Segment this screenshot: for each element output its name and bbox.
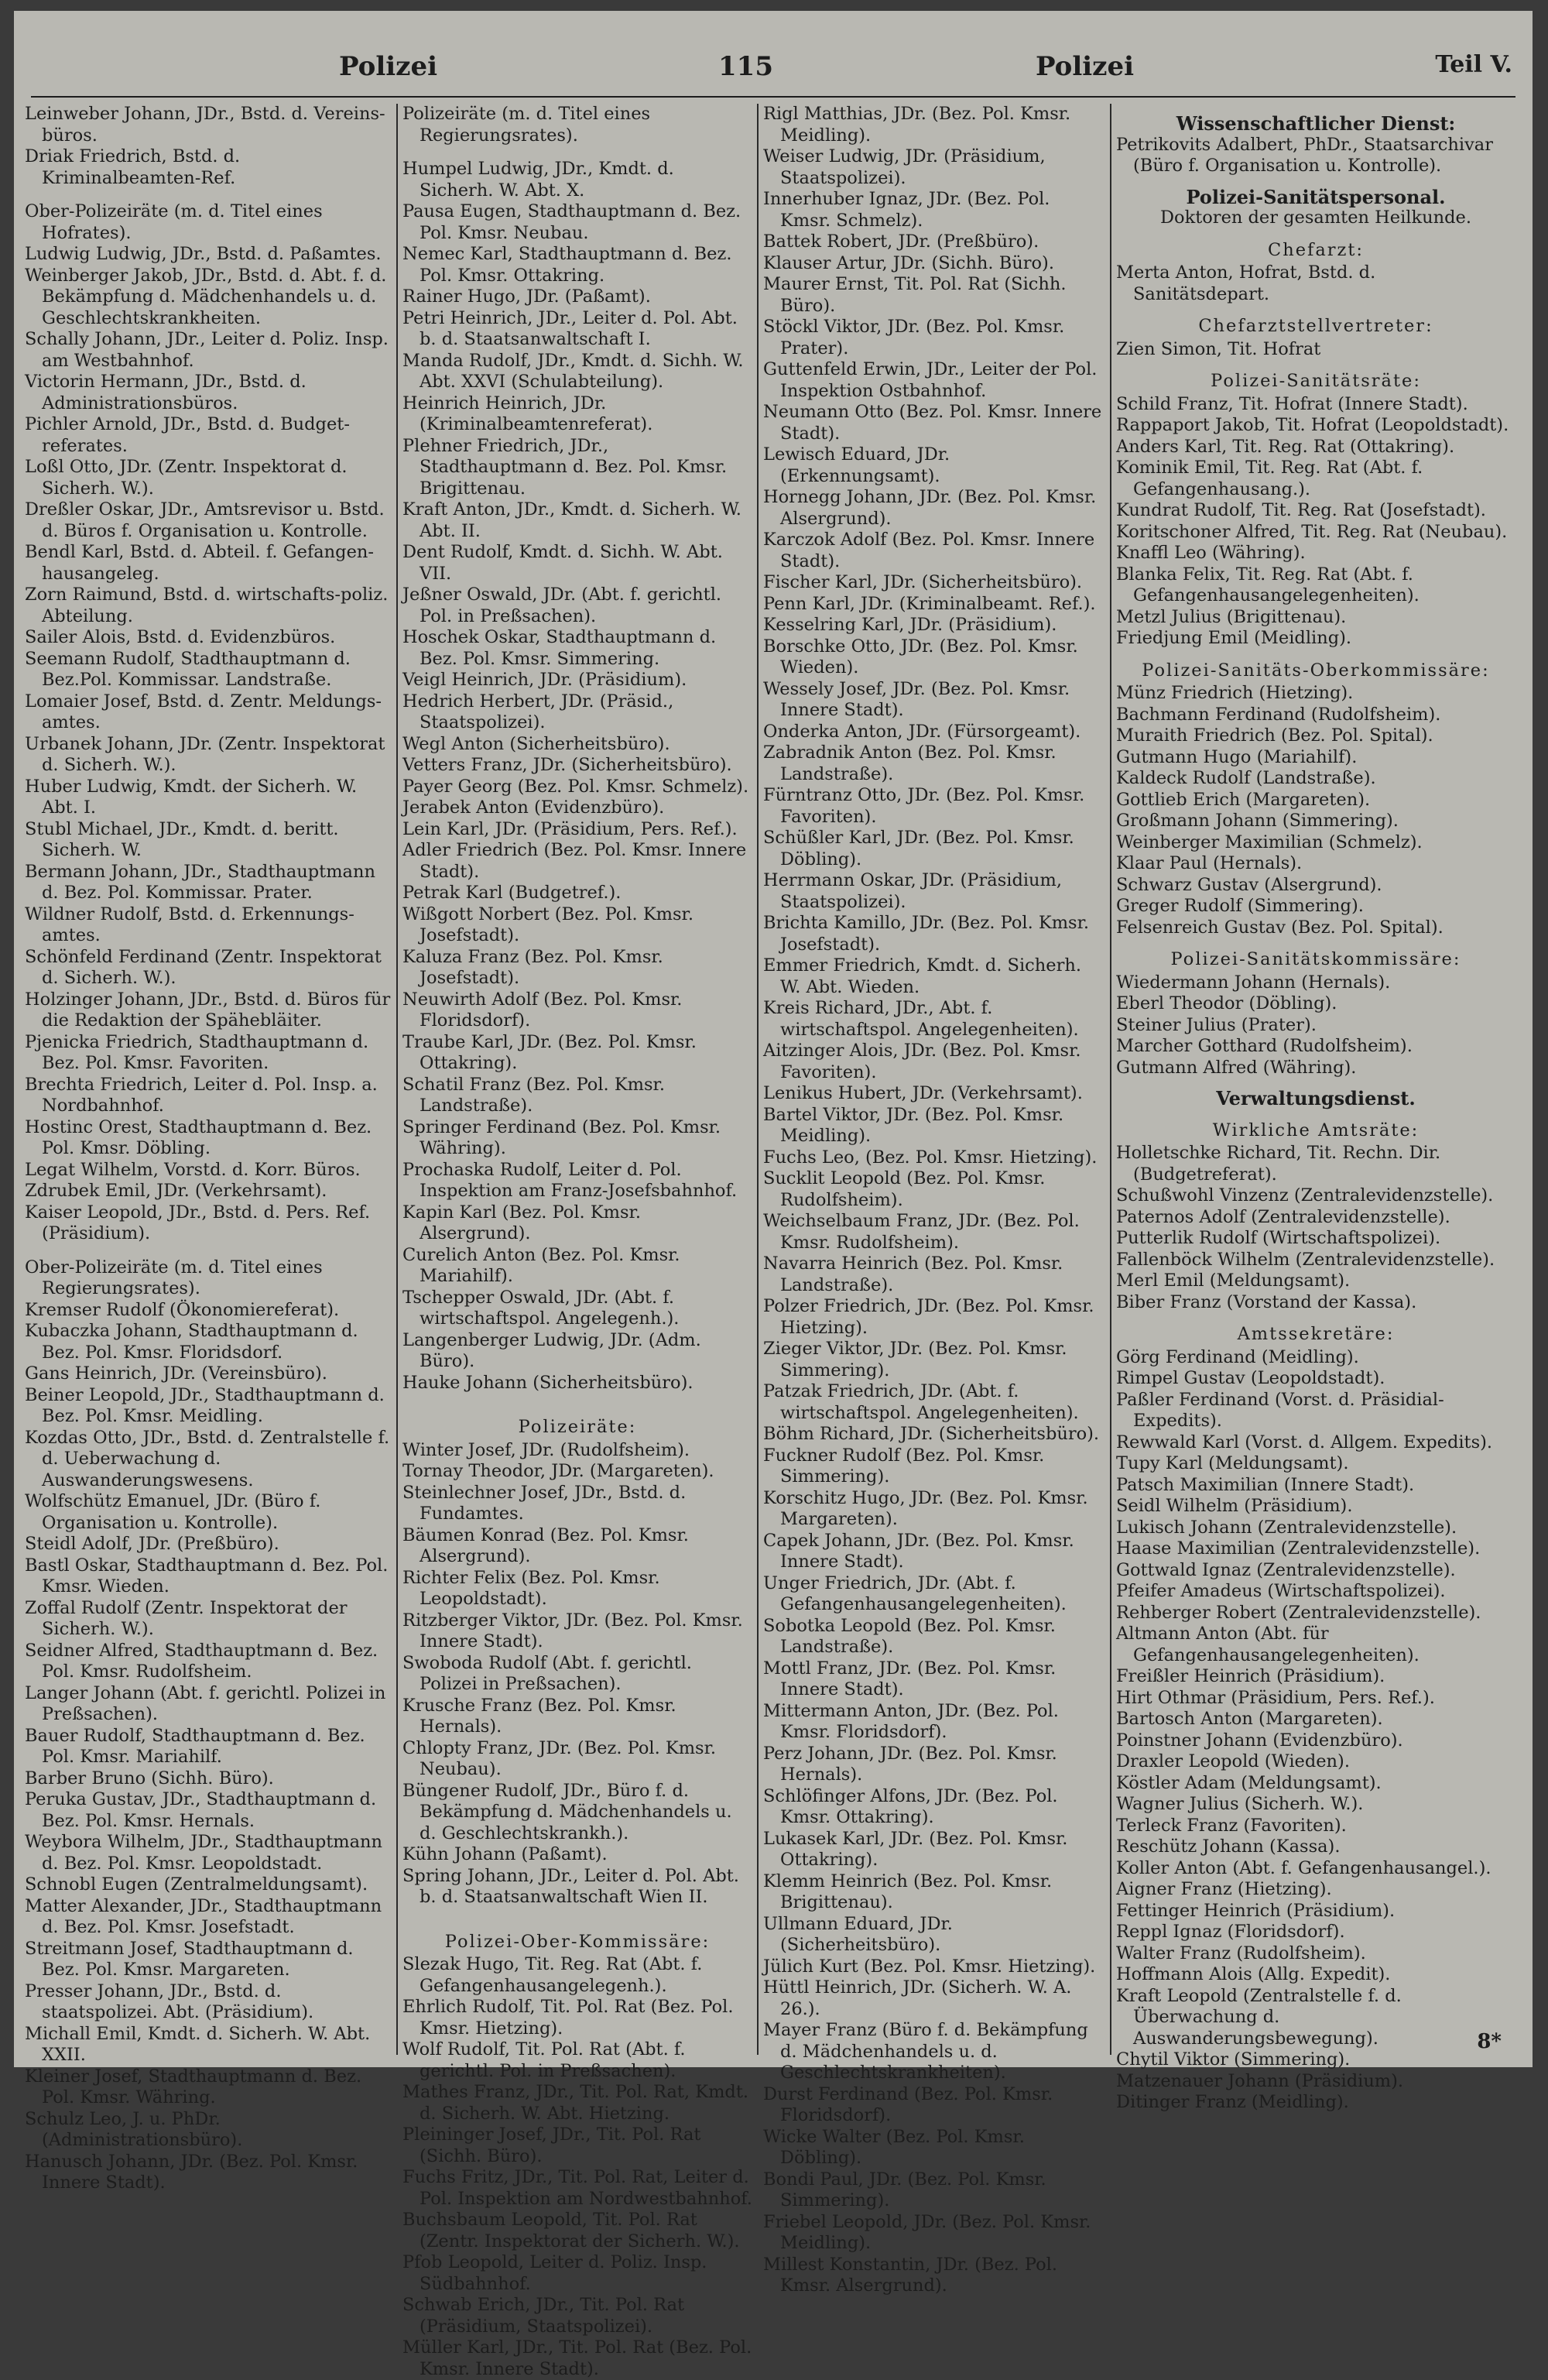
directory-entry: Emmer Friedrich, Kmdt. d. Sicherh. W. Abt. Wieden.: [763, 955, 1081, 997]
directory-entry: Legat Wilhelm, Vorstd. d. Korr. Büros.: [25, 1159, 361, 1180]
directory-entry: Müller Karl, JDr., Tit. Pol. Rat (Bez. Pol. Kmsr. Innere Stadt).: [402, 2337, 752, 2379]
directory-entry: Kozdas Otto, JDr., Bstd. d. Zentralstelle f. d. Ueberwachung d. Auswanderungswesens.: [25, 1427, 390, 1490]
directory-entry: Poinstner Johann (Evidenzbüro).: [1116, 1730, 1403, 1751]
page-footer-signature: 8*: [1477, 2030, 1502, 2053]
directory-entry: Ober-Polizeiräte (m. d. Titel eines Regierungsrates).: [25, 1257, 323, 1298]
directory-entry: Klauser Artur, JDr. (Sichh. Büro).: [763, 252, 1054, 273]
directory-entry: Schußwohl Vinzenz (Zentralevidenzstelle).: [1116, 1185, 1494, 1205]
directory-entry: Matter Alexander, JDr., Stadthauptmann d. Bez. Pol. Kmsr. Josefstadt.: [25, 1895, 382, 1937]
header-right-title: Polizei: [1036, 51, 1135, 82]
spacer: [402, 146, 752, 159]
directory-entry: Pleininger Josef, JDr., Tit. Pol. Rat (Sichh. Büro).: [402, 2125, 701, 2166]
directory-entry: Beiner Leopold, JDr., Stadthauptmann d. Bez. Pol. Kmsr. Meidling.: [25, 1384, 385, 1426]
directory-entry: Rehberger Robert (Zentralevidenzstelle).: [1116, 1602, 1481, 1623]
directory-entry: Hostinc Orest, Stadthauptmann d. Bez. Pol. Kmsr. Döbling.: [25, 1116, 372, 1158]
directory-entry: Hirt Othmar (Präsidium, Pers. Ref.).: [1116, 1687, 1435, 1708]
directory-entry: Schild Franz, Tit. Hofrat (Innere Stadt).: [1116, 393, 1468, 414]
directory-entry: Fuckner Rudolf (Bez. Pol. Kmsr. Simmering).: [763, 1445, 1045, 1487]
directory-entry: Marcher Gotthard (Rudolfsheim).: [1116, 1036, 1413, 1056]
directory-entry: Wessely Josef, JDr. (Bez. Pol. Kmsr. Innere Stadt).: [763, 678, 1070, 720]
directory-entry: Steidl Adolf, JDr. (Preßbüro).: [25, 1534, 279, 1554]
directory-entry: Aitzinger Alois, JDr. (Bez. Pol. Kmsr. Favoriten).: [763, 1041, 1081, 1082]
directory-entry: Unger Friedrich, JDr. (Abt. f. Gefangenhausangelegenheiten).: [763, 1572, 1067, 1614]
directory-entry: Sailer Alois, Bstd. d. Evidenzbüros.: [25, 627, 336, 647]
directory-entry: Gans Heinrich, JDr. (Vereinsbüro).: [25, 1363, 327, 1384]
directory-entry: Koller Anton (Abt. f. Gefangenhausangel.).: [1116, 1857, 1491, 1878]
directory-entry: Onderka Anton, JDr. (Fürsorgeamt).: [763, 721, 1081, 742]
directory-entry: Rimpel Gustav (Leopoldstadt).: [1116, 1368, 1385, 1388]
directory-entry: Pfob Leopold, Leiter d. Poliz. Insp. Südbahnhof.: [402, 2252, 707, 2294]
directory-entry: Ritzberger Viktor, JDr. (Bez. Pol. Kmsr. Innere Stadt).: [402, 1610, 743, 1651]
directory-entry: Wicke Walter (Bez. Pol. Kmsr. Döbling).: [763, 2126, 1025, 2168]
directory-entry: Hedrich Herbert, JDr. (Präsid., Staatspolizei).: [402, 691, 674, 732]
directory-entry: Navarra Heinrich (Bez. Pol. Kmsr. Landstraße).: [763, 1253, 1063, 1295]
directory-entry: Barber Bruno (Sichh. Büro).: [25, 1768, 274, 1788]
directory-entry: Ullmann Eduard, JDr. (Sicherheitsbüro).: [763, 1913, 953, 1955]
directory-entry: Hoschek Oskar, Stadthauptmann d. Bez. Pol. Kmsr. Simmering.: [402, 627, 717, 669]
directory-entry: Tschepper Oswald, JDr. (Abt. f. wirtschaftspol. Angelegenh.).: [402, 1287, 680, 1329]
directory-entry: Dreßler Oskar, JDr., Amtsrevisor u. Bstd. d. Büros f. Organisation u. Kontrolle.: [25, 499, 385, 541]
directory-entry: Fürntranz Otto, JDr. (Bez. Pol. Kmsr. Favoriten).: [763, 785, 1085, 827]
directory-entry: Fallenböck Wilhelm (Zentralevidenzstelle).: [1116, 1249, 1495, 1270]
directory-entry: Köstler Adam (Meldungsamt).: [1116, 1772, 1382, 1793]
directory-entry: Stubl Michael, JDr., Kmdt. d. beritt. Sicherh. W.: [25, 818, 339, 860]
directory-entry: Urbanek Johann, JDr. (Zentr. Inspektorat d. Sicherh. W.).: [25, 733, 385, 775]
directory-entry: Matzenauer Johann (Präsidium).: [1116, 2070, 1404, 2091]
directory-entry: Hanusch Johann, JDr. (Bez. Pol. Kmsr. Innere Stadt).: [25, 2151, 358, 2193]
spacer: [402, 1394, 752, 1406]
directory-entry: Wegl Anton (Sicherheitsbüro).: [402, 733, 670, 754]
directory-entry: Kremser Rudolf (Ökonomiereferat).: [25, 1299, 340, 1320]
directory-entry: Münz Friedrich (Hietzing).: [1116, 683, 1354, 703]
directory-entry: Pausa Eugen, Stadthauptmann d. Bez. Pol. Kmsr. Neubau.: [402, 201, 741, 243]
directory-entry: Kaiser Leopold, JDr., Bstd. d. Pers. Ref. (Präsidium).: [25, 1202, 371, 1243]
directory-entry: Gottlieb Erich (Margareten).: [1116, 789, 1371, 810]
directory-entry: Zdrubek Emil, JDr. (Verkehrsamt).: [25, 1181, 327, 1201]
directory-entry: Fuchs Fritz, JDr., Tit. Pol. Rat, Leiter d. Pol. Inspektion am Nordwestbahnhof.: [402, 2167, 752, 2209]
header-left-title: Polizei: [339, 51, 438, 82]
directory-entry: Durst Ferdinand (Bez. Pol. Kmsr. Floridsdorf).: [763, 2083, 1053, 2125]
directory-entry: Weichselbaum Franz, JDr. (Bez. Pol. Kmsr. Rudolfsheim).: [763, 1211, 1080, 1253]
section-heading: Polizei-Sanitätsräte:: [1211, 371, 1421, 391]
directory-entry: Zieger Viktor, JDr. (Bez. Pol. Kmsr. Simmering).: [763, 1339, 1067, 1380]
spacer: [25, 189, 392, 201]
directory-entry: Kreis Richard, JDr., Abt. f. wirtschaftspol. Angelegenheiten).: [763, 998, 1079, 1040]
directory-entry: Schnobl Eugen (Zentralmeldungsamt).: [25, 1874, 368, 1895]
column-2: [396, 104, 757, 2379]
section-heading: Wissenschaftlicher Dienst:: [1176, 112, 1456, 135]
directory-entry: Seidl Wilhelm (Präsidium).: [1116, 1496, 1353, 1516]
section-heading: Doktoren der gesamten Heilkunde.: [1160, 207, 1471, 228]
spacer: [402, 1908, 752, 1921]
directory-entry: Manda Rudolf, JDr., Kmdt. d. Sichh. W. Abt. XXVI (Schulabteilung).: [402, 350, 744, 392]
section-heading: Polizeiräte:: [518, 1417, 637, 1437]
directory-entry: Petrikovits Adalbert, PhDr., Staatsarchivar (Büro f. Organisation u. Kontrolle).: [1116, 134, 1493, 176]
directory-entry: Rainer Hugo, JDr. (Paßamt).: [402, 286, 651, 307]
directory-entry: Maurer Ernst, Tit. Pol. Rat (Sichh. Büro).: [763, 274, 1067, 316]
directory-entry: Spring Johann, JDr., Leiter d. Pol. Abt. b. d. Staatsanwaltschaft Wien II.: [402, 1865, 739, 1907]
directory-entry: Hüttl Heinrich, JDr. (Sicherh. W. A. 26.).: [763, 1977, 1072, 2019]
directory-entry: Schwab Erich, JDr., Tit. Pol. Rat (Präsidium, Staatspolizei).: [402, 2295, 685, 2337]
directory-entry: Swoboda Rudolf (Abt. f. gerichtl. Polizei in Preßsachen).: [402, 1652, 692, 1694]
directory-entry: Korschitz Hugo, JDr. (Bez. Pol. Kmsr. Margareten).: [763, 1487, 1088, 1529]
directory-entry: Hauke Johann (Sicherheitsbüro).: [402, 1372, 694, 1393]
directory-entry: Capek Johann, JDr. (Bez. Pol. Kmsr. Innere Stadt).: [763, 1530, 1074, 1572]
directory-entry: Lenikus Hubert, JDr. (Verkehrsamt).: [763, 1083, 1083, 1103]
directory-entry: Klemm Heinrich (Bez. Pol. Kmsr. Brigittenau).: [763, 1871, 1053, 1912]
directory-entry: Bartel Viktor, JDr. (Bez. Pol. Kmsr. Meidling).: [763, 1104, 1064, 1146]
directory-entry: Felsenreich Gustav (Bez. Pol. Spital).: [1116, 917, 1444, 938]
section-heading: Verwaltungsdienst.: [1216, 1087, 1416, 1109]
directory-entry: Peruka Gustav, JDr., Stadthauptmann d. Bez. Pol. Kmsr. Hernals.: [25, 1789, 377, 1831]
directory-entry: Pichler Arnold, JDr., Bstd. d. Budget-referates.: [25, 414, 350, 456]
directory-entry: Borschke Otto, JDr. (Bez. Pol. Kmsr. Wieden).: [763, 636, 1078, 677]
directory-entry: Lomaier Josef, Bstd. d. Zentr. Meldungs-amtes.: [25, 691, 382, 732]
directory-entry: Holletschke Richard, Tit. Rechn. Dir. (Budgetreferat).: [1116, 1143, 1441, 1185]
directory-entry: Wildner Rudolf, Bstd. d. Erkennungs-amtes.: [25, 904, 354, 945]
directory-entry: Bäumen Konrad (Bez. Pol. Kmsr. Alsergrund).: [402, 1524, 689, 1566]
directory-entry: Millest Konstantin, JDr. (Bez. Pol. Kmsr. Alsergrund).: [763, 2254, 1058, 2296]
directory-entry: Neumann Otto (Bez. Pol. Kmsr. Innere Stadt).: [763, 402, 1102, 444]
directory-entry: Weiser Ludwig, JDr. (Präsidium, Staatspolizei).: [763, 146, 1046, 188]
directory-entry: Zien Simon, Tit. Hofrat: [1116, 338, 1321, 359]
directory-entry: Ehrlich Rudolf, Tit. Pol. Rat (Bez. Pol. Kmsr. Hietzing).: [402, 1997, 734, 2039]
section-heading: Chefarzt:: [1268, 239, 1364, 260]
section-heading: Polizei-Sanitätskommissäre:: [1170, 949, 1461, 969]
directory-entry: Mittermann Anton, JDr. (Bez. Pol. Kmsr. Floridsdorf).: [763, 1700, 1059, 1742]
directory-entry: Mathes Franz, JDr., Tit. Pol. Rat, Kmdt. d. Sicherh. W. Abt. Hietzing.: [402, 2082, 749, 2124]
directory-entry: Brechta Friedrich, Leiter d. Pol. Insp. a. Nordbahnhof.: [25, 1074, 378, 1116]
directory-entry: Weinberger Maximilian (Schmelz).: [1116, 832, 1423, 852]
directory-entry: Driak Friedrich, Bstd. d. Kriminalbeamten-Ref.: [25, 146, 241, 188]
directory-entry: Kleiner Josef, Stadthauptmann d. Bez. Pol. Kmsr. Währing.: [25, 2066, 362, 2107]
directory-entry: Kominik Emil, Tit. Reg. Rat (Abt. f. Gefangenhausang.).: [1116, 458, 1423, 499]
column-3: [757, 104, 1110, 2296]
directory-entry: Krusche Franz (Bez. Pol. Kmsr. Hernals).: [402, 1695, 676, 1737]
directory-entry: Slezak Hugo, Tit. Reg. Rat (Abt. f. Gefangenhausangelegenh.).: [402, 1954, 703, 1996]
directory-entry: Anders Karl, Tit. Reg. Rat (Ottakring).: [1116, 436, 1455, 457]
directory-entry: Görg Ferdinand (Meidling).: [1116, 1346, 1359, 1367]
directory-entry: Kraft Leopold (Zentralstelle f. d. Überwachung d. Auswanderungsbewegung).: [1116, 1985, 1402, 2049]
directory-entry: Karczok Adolf (Bez. Pol. Kmsr. Innere Stadt).: [763, 530, 1095, 571]
directory-entry: Zoffal Rudolf (Zentr. Inspektorat der Sicherh. W.).: [25, 1597, 348, 1639]
directory-entry: Kesselring Karl, JDr. (Präsidium).: [763, 615, 1057, 635]
column-1: [20, 104, 396, 2193]
directory-entry: Gutmann Hugo (Mariahilf).: [1116, 746, 1358, 767]
directory-entry: Fischer Karl, JDr. (Sicherheitsbüro).: [763, 572, 1083, 592]
directory-entry: Wagner Julius (Sicherh. W.).: [1116, 1794, 1364, 1814]
directory-entry: Friebel Leopold, JDr. (Bez. Pol. Kmsr. Meidling).: [763, 2211, 1091, 2253]
directory-entry: Fuchs Leo, (Bez. Pol. Kmsr. Hietzing).: [763, 1147, 1098, 1168]
directory-entry: Gutmann Alfred (Währing).: [1116, 1057, 1357, 1078]
directory-entry: Haase Maximilian (Zentralevidenzstelle).: [1116, 1538, 1481, 1559]
directory-entry: Neuwirth Adolf (Bez. Pol. Kmsr. Floridsdorf).: [402, 989, 683, 1031]
directory-entry: Schlöfinger Alfons, JDr. (Bez. Pol. Kmsr. Ottakring).: [763, 1785, 1058, 1827]
directory-entry: Büngener Rudolf, JDr., Büro f. d. Bekämpfung d. Mädchenhandels u. d. Geschlechtskrankh.).: [402, 1780, 732, 1843]
directory-entry: Winter Josef, JDr. (Rudolfsheim).: [402, 1439, 690, 1460]
directory-entry: Adler Friedrich (Bez. Pol. Kmsr. Innere Stadt).: [402, 840, 747, 882]
directory-entry: Schulz Leo, J. u. PhDr. (Administrationsbüro).: [25, 2108, 243, 2150]
directory-entry: Freißler Heinrich (Präsidium).: [1116, 1666, 1385, 1686]
part-label: Teil V.: [1435, 51, 1512, 78]
directory-entry: Nemec Karl, Stadthauptmann d. Bez. Pol. Kmsr. Ottakring.: [402, 244, 732, 286]
directory-entry: Huber Ludwig, Kmdt. der Sicherh. W. Abt. I.: [25, 776, 358, 818]
directory-entry: Gottwald Ignaz (Zentralevidenzstelle).: [1116, 1559, 1456, 1580]
directory-entry: Petri Heinrich, JDr., Leiter d. Pol. Abt. b. d. Staatsanwaltschaft I.: [402, 307, 738, 349]
directory-entry: Leinweber Johann, JDr., Bstd. d. Vereins-büros.: [25, 104, 385, 146]
directory-entry: Prochaska Rudolf, Leiter d. Pol. Inspektion am Franz-Josefsbahnhof.: [402, 1159, 738, 1201]
directory-entry: Wolfschütz Emanuel, JDr. (Büro f. Organisation u. Kontrolle).: [25, 1491, 321, 1533]
directory-entry: Patzak Friedrich, JDr. (Abt. f. wirtschaftspol. Angelegenheiten).: [763, 1381, 1079, 1423]
directory-entry: Langenberger Ludwig, JDr. (Adm. Büro).: [402, 1329, 701, 1371]
directory-entry: Michall Emil, Kmdt. d. Sicherh. W. Abt. XXII.: [25, 2023, 371, 2065]
page-number: 115: [718, 51, 773, 82]
directory-entry: Rappaport Jakob, Tit. Hofrat (Leopoldstadt).: [1116, 415, 1509, 435]
directory-entry: Chytil Viktor (Simmering).: [1116, 2049, 1351, 2070]
directory-entry: Ludwig Ludwig, JDr., Bstd. d. Paßamtes.: [25, 244, 382, 264]
section-heading: Polizei-Sanitätspersonal.: [1186, 185, 1446, 208]
directory-entry: Payer Georg (Bez. Pol. Kmsr. Schmelz).: [402, 776, 749, 797]
directory-entry: Mottl Franz, JDr. (Bez. Pol. Kmsr. Innere Stadt).: [763, 1658, 1057, 1699]
directory-entry: Pfeifer Amadeus (Wirtschaftspolizei).: [1116, 1581, 1446, 1601]
directory-entry: Draxler Leopold (Wieden).: [1116, 1751, 1350, 1771]
directory-entry: Kubaczka Johann, Stadthauptmann d. Bez. Pol. Kmsr. Floridsdorf.: [25, 1321, 358, 1363]
page-header: [31, 40, 1515, 98]
directory-entry: Eberl Theodor (Döbling).: [1116, 993, 1337, 1013]
directory-entry: Ober-Polizeiräte (m. d. Titel eines Hofrates).: [25, 201, 323, 243]
directory-entry: Kaldeck Rudolf (Landstraße).: [1116, 768, 1376, 788]
directory-entry: Hoffmann Alois (Allg. Expedit).: [1116, 1964, 1391, 1984]
directory-entry: Muraith Friedrich (Bez. Pol. Spital).: [1116, 725, 1433, 746]
page: [14, 11, 1533, 2379]
directory-entry: Loßl Otto, JDr. (Zentr. Inspektorat d. Sicherh. W.).: [25, 457, 348, 499]
section-heading: Polizei-Ober-Kommissäre:: [444, 1931, 711, 1952]
section-heading: Chefarztstellvertreter:: [1198, 316, 1433, 336]
directory-entry: Friedjung Emil (Meidling).: [1116, 628, 1352, 648]
directory-entry: Wolf Rudolf, Tit. Pol. Rat (Abt. f. gerichtl. Pol. in Preßsachen).: [402, 2039, 686, 2081]
directory-entry: Petrak Karl (Budgetref.).: [402, 883, 622, 903]
directory-entry: Presser Johann, JDr., Bstd. d. staatspolizei. Abt. (Präsidium).: [25, 1980, 314, 2022]
directory-entry: Putterlik Rudolf (Wirtschaftspolizei).: [1116, 1228, 1441, 1248]
directory-entry: Polzer Friedrich, JDr. (Bez. Pol. Kmsr. Hietzing).: [763, 1296, 1094, 1338]
directory-entry: Jülich Kurt (Bez. Pol. Kmsr. Hietzing).: [763, 1956, 1096, 1977]
directory-entry: Victorin Hermann, JDr., Bstd. d. Administrationsbüros.: [25, 372, 307, 413]
directory-entry: Brichta Kamillo, JDr. (Bez. Pol. Kmsr. Josefstadt).: [763, 913, 1090, 955]
directory-entry: Kaluza Franz (Bez. Pol. Kmsr. Josefstadt).: [402, 946, 663, 988]
directory-entry: Zabradnik Anton (Bez. Pol. Kmsr. Landstraße).: [763, 742, 1057, 784]
directory-entry: Merl Emil (Meldungsamt).: [1116, 1271, 1351, 1291]
directory-entry: Metzl Julius (Brigittenau).: [1116, 606, 1347, 627]
directory-entry: Weinberger Jakob, JDr., Bstd. d. Abt. f. d. Bekämpfung d. Mädchenhandels u. d. Geschlechtskrankheiten.: [25, 265, 387, 328]
directory-entry: Bermann Johann, JDr., Stadthauptmann d. Bez. Pol. Kommissar. Prater.: [25, 861, 375, 903]
directory-entry: Kraft Anton, JDr., Kmdt. d. Sicherh. W. Abt. II.: [402, 499, 741, 541]
spacer: [25, 1245, 392, 1257]
directory-entry: Pjenicka Friedrich, Stadthauptmann d. Bez. Pol. Kmsr. Favoriten.: [25, 1031, 369, 1073]
directory-entry: Sucklit Leopold (Bez. Pol. Kmsr. Rudolfsheim).: [763, 1168, 1046, 1210]
directory-entry: Plehner Friedrich, JDr., Stadthauptmann d. Bez. Pol. Kmsr. Brigittenau.: [402, 435, 728, 499]
directory-entry: Veigl Heinrich, JDr. (Präsidium).: [402, 670, 687, 690]
directory-entry: Kapin Karl (Bez. Pol. Kmsr. Alsergrund).: [402, 1202, 641, 1243]
directory-entry: Bondi Paul, JDr. (Bez. Pol. Kmsr. Simmering).: [763, 2169, 1046, 2210]
directory-entry: Chlopty Franz, JDr. (Bez. Pol. Kmsr. Neubau).: [402, 1737, 717, 1779]
directory-entry: Ditinger Franz (Meidling).: [1116, 2092, 1349, 2112]
directory-entry: Lukasek Karl, JDr. (Bez. Pol. Kmsr. Ottakring).: [763, 1828, 1068, 1870]
section-heading: Polizei-Sanitäts-Oberkommissäre:: [1142, 660, 1490, 681]
directory-entry: Perz Johann, JDr. (Bez. Pol. Kmsr. Hernals).: [763, 1743, 1057, 1785]
column-4: [1110, 104, 1520, 2112]
section-heading: Wirkliche Amtsräte:: [1212, 1120, 1420, 1140]
directory-entry: Polizeiräte (m. d. Titel eines Regierungsrates).: [402, 104, 651, 146]
directory-entry: Bastl Oskar, Stadthauptmann d. Bez. Pol. Kmsr. Wieden.: [25, 1555, 389, 1596]
directory-entry: Humpel Ludwig, JDr., Kmdt. d. Sicherh. W. Abt. X.: [402, 159, 674, 201]
directory-entry: Jerabek Anton (Evidenzbüro).: [402, 797, 665, 818]
directory-entry: Richter Felix (Bez. Pol. Kmsr. Leopoldstadt).: [402, 1567, 660, 1609]
directory-entry: Kundrat Rudolf, Tit. Reg. Rat (Josefstadt).: [1116, 500, 1486, 520]
directory-entry: Schally Johann, JDr., Leiter d. Poliz. Insp. am Westbahnhof.: [25, 329, 389, 371]
directory-entry: Steiner Julius (Prater).: [1116, 1014, 1317, 1035]
directory-entry: Heinrich Heinrich, JDr. (Kriminalbeamtenreferat).: [402, 393, 653, 434]
directory-entry: Patsch Maximilian (Innere Stadt).: [1116, 1474, 1415, 1495]
directory-entry: Springer Ferdinand (Bez. Pol. Kmsr. Währing).: [402, 1116, 721, 1158]
directory-entry: Bendl Karl, Bstd. d. Abteil. f. Gefangen-hausangeleg.: [25, 542, 374, 584]
directory-entry: Lein Karl, JDr. (Präsidium, Pers. Ref.).: [402, 818, 738, 839]
directory-entry: Bartosch Anton (Margareten).: [1116, 1709, 1383, 1729]
directory-entry: Schüßler Karl, JDr. (Bez. Pol. Kmsr. Döbling).: [763, 828, 1074, 869]
directory-entry: Mayer Franz (Büro f. d. Bekämpfung d. Mädchenhandels u. d. Geschlechtskrankheiten).: [763, 2020, 1088, 2083]
directory-entry: Schwarz Gustav (Alsergrund).: [1116, 874, 1382, 895]
directory-entry: Traube Karl, JDr. (Bez. Pol. Kmsr. Ottakring).: [402, 1031, 697, 1073]
directory-entry: Rigl Matthias, JDr. (Bez. Pol. Kmsr. Meidling).: [763, 104, 1071, 146]
directory-entry: Aigner Franz (Hietzing).: [1116, 1879, 1332, 1899]
directory-entry: Jeßner Oswald, JDr. (Abt. f. gerichtl. Pol. in Preßsachen).: [402, 585, 722, 626]
directory-entry: Kühn Johann (Paßamt).: [402, 1844, 608, 1864]
directory-entry: Schatil Franz (Bez. Pol. Kmsr. Landstraße).: [402, 1074, 665, 1116]
directory-entry: Wiedermann Johann (Hernals).: [1116, 972, 1391, 993]
directory-entry: Seemann Rudolf, Stadthauptmann d. Bez.Pol. Kommissar. Landstraße.: [25, 648, 351, 690]
directory-entry: Reschütz Johann (Kassa).: [1116, 1836, 1341, 1857]
directory-entry: Lewisch Eduard, JDr. (Erkennungsamt).: [763, 444, 950, 486]
directory-entry: Schönfeld Ferdinand (Zentr. Inspektorat d. Sicherh. W.).: [25, 946, 382, 988]
directory-entry: Curelich Anton (Bez. Pol. Kmsr. Mariahilf).: [402, 1244, 680, 1286]
directory-entry: Fettinger Heinrich (Präsidium).: [1116, 1900, 1396, 1921]
section-heading: Amtssekretäre:: [1237, 1324, 1395, 1344]
directory-entry: Dent Rudolf, Kmdt. d. Sichh. W. Abt. VII.: [402, 542, 723, 584]
directory-entry: Innerhuber Ignaz, JDr. (Bez. Pol. Kmsr. Schmelz).: [763, 189, 1050, 231]
directory-entry: Klaar Paul (Hernals).: [1116, 853, 1303, 873]
directory-entry: Paternos Adolf (Zentralevidenzstelle).: [1116, 1206, 1450, 1227]
directory-entry: Battek Robert, JDr. (Preßbüro).: [763, 231, 1039, 252]
directory-entry: Reppl Ignaz (Floridsdorf).: [1116, 1922, 1345, 1942]
directory-entry: Koritschoner Alfred, Tit. Reg. Rat (Neubau).: [1116, 521, 1508, 542]
directory-entry: Biber Franz (Vorstand der Kassa).: [1116, 1291, 1417, 1312]
directory-entry: Stöckl Viktor, JDr. (Bez. Pol. Kmsr. Prater).: [763, 317, 1065, 358]
directory-entry: Greger Rudolf (Simmering).: [1116, 896, 1364, 916]
directory-entry: Zorn Raimund, Bstd. d. wirtschafts-poliz. Abteilung.: [25, 585, 389, 626]
directory-entry: Hornegg Johann, JDr. (Bez. Pol. Kmsr. Alsergrund).: [763, 487, 1097, 529]
directory-entry: Walter Franz (Rudolfsheim).: [1116, 1943, 1366, 1963]
directory-entry: Merta Anton, Hofrat, Bstd. d. Sanitätsdepart.: [1116, 262, 1376, 304]
directory-entry: Holzinger Johann, JDr., Bstd. d. Büros für die Redaktion der Spähebläiter.: [25, 989, 391, 1031]
directory-entry: Seidner Alfred, Stadthauptmann d. Bez. Pol. Kmsr. Rudolfsheim.: [25, 1640, 378, 1682]
directory-entry: Rewwald Karl (Vorst. d. Allgem. Expedits).: [1116, 1432, 1493, 1452]
directory-entry: Böhm Richard, JDr. (Sicherheitsbüro).: [763, 1424, 1100, 1444]
directory-entry: Bachmann Ferdinand (Rudolfsheim).: [1116, 704, 1441, 725]
directory-entry: Vetters Franz, JDr. (Sicherheitsbüro).: [402, 755, 732, 775]
directory-entry: Penn Karl, JDr. (Kriminalbeamt. Ref.).: [763, 593, 1096, 614]
directory-entry: Herrmann Oskar, JDr. (Präsidium, Staatspolizei).: [763, 870, 1063, 912]
directory-entry: Paßler Ferdinand (Vorst. d. Präsidial-Expedits).: [1116, 1389, 1444, 1431]
directory-entry: Streitmann Josef, Stadthauptmann d. Bez. Pol. Kmsr. Margareten.: [25, 1938, 354, 1980]
directory-entry: Langer Johann (Abt. f. gerichtl. Polizei in Preßsachen).: [25, 1682, 386, 1724]
directory-entry: Knaffl Leo (Währing).: [1116, 543, 1306, 563]
directory-entry: Blanka Felix, Tit. Reg. Rat (Abt. f. Gefangenhausangelegenheiten).: [1116, 564, 1420, 605]
directory-entry: Guttenfeld Erwin, JDr., Leiter der Pol. Inspektion Ostbahnhof.: [763, 359, 1098, 401]
directory-entry: Sobotka Leopold (Bez. Pol. Kmsr. Landstraße).: [763, 1615, 1056, 1657]
directory-entry: Terleck Franz (Favoriten).: [1116, 1815, 1347, 1836]
directory-entry: Tornay Theodor, JDr. (Margareten).: [402, 1461, 714, 1481]
directory-entry: Wißgott Norbert (Bez. Pol. Kmsr. Josefstadt).: [402, 904, 694, 945]
directory-entry: Tupy Karl (Meldungsamt).: [1116, 1453, 1349, 1473]
directory-entry: Lukisch Johann (Zentralevidenzstelle).: [1116, 1517, 1457, 1538]
directory-entry: Steinlechner Josef, JDr., Bstd. d. Fundamtes.: [402, 1482, 687, 1524]
directory-entry: Altmann Anton (Abt. für Gefangenhausangelegenheiten).: [1116, 1624, 1420, 1665]
directory-entry: Großmann Johann (Simmering).: [1116, 811, 1399, 831]
directory-entry: Buchsbaum Leopold, Tit. Pol. Rat (Zentr. Inspektorat der Sicherh. W.).: [402, 2210, 740, 2251]
directory-entry: Bauer Rudolf, Stadthauptmann d. Bez. Pol. Kmsr. Mariahilf.: [25, 1725, 365, 1767]
directory-entry: Weybora Wilhelm, JDr., Stadthauptmann d. Bez. Pol. Kmsr. Leopoldstadt.: [25, 1832, 383, 1874]
